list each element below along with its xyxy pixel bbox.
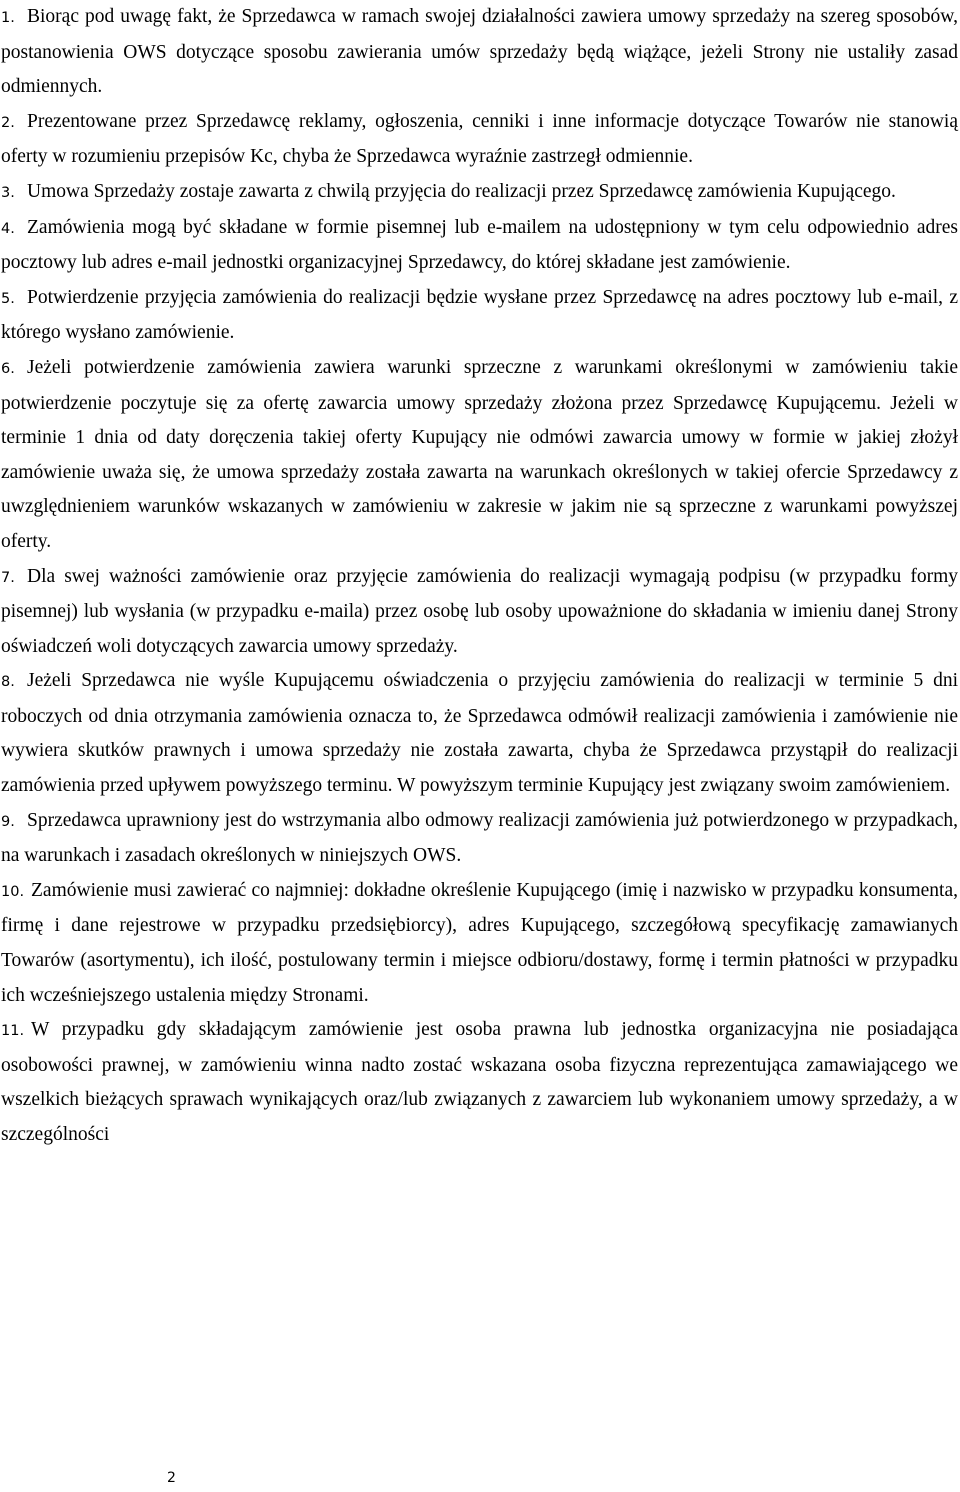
paragraph-text: W przypadku gdy składającym zamówienie jest osoba prawna lub jednostka organizacyjna nie posiadająca osobowości prawnej, w zamówieniu winna nadto zostać wskazana osoba fizyczna reprezentująca zamawiającego we wszelkich bieżących sprawach wynikających oraz/lub związanych z zawarciem lub wykonaniem umowy sprzedaży, a w szczególności (1, 1019, 958, 1145)
paragraph-number: 4. (1, 220, 15, 237)
paragraph-text: Sprzedawca uprawniony jest do wstrzymania albo odmowy realizacji zamówienia już potwierdzonego w przypadkach, na warunkach i zasadach określonych w niniejszych OWS. (1, 809, 958, 867)
paragraph-text: Prezentowane przez Sprzedawcę reklamy, ogłoszenia, cenniki i inne informacje dotyczące Towarów nie stanowią oferty w rozumieniu przepisów Kc, chyba że Sprzedawca wyraźnie zastrzegł odmiennie. (1, 110, 958, 168)
paragraph-number: 10. (1, 883, 25, 900)
paragraph-text: Dla swej ważności zamówienie oraz przyjęcie zamówienia do realizacji wymagają podpisu (w przypadku formy pisemnej) lub wysłania (w przypadku e-maila) przez osobę lub osoby upoważnione do składania w imieniu danej Strony oświadczeń woli dotyczących zawarcia umowy sprzedaży. (1, 565, 958, 657)
paragraph-text: Umowa Sprzedaży zostaje zawarta z chwilą przyjęcia do realizacji przez Sprzedawcę zamówienia Kupującego. (27, 180, 896, 202)
paragraph-11 (1, 1013, 958, 1152)
paragraph-number: 6. (1, 360, 15, 377)
paragraph-text: Jeżeli Sprzedawca nie wyśle Kupującemu oświadczenia o przyjęciu zamówienia do realizacji w terminie 5 dni roboczych od dnia otrzymania zamówienia oznacza to, że Sprzedawca odmówił realizacji zamówienia i zamówienie nie wywiera skutków prawnych i umowa sprzedaży nie została zawarta, chyba że Sprzedawca przystąpił do realizacji zamówienia przed upływem powyższego terminu. W powyższym terminie Kupujący jest związany swoim zamówieniem. (1, 670, 958, 797)
paragraph-text: Zamówienia mogą być składane w formie pisemnej lub e-mailem na udostępniony w tym celu odpowiednio adres pocztowy lub adres e-mail jednostki organizacyjnej Sprzedawcy, do której składane jest zamówienie. (1, 216, 958, 274)
paragraph-4 (1, 211, 958, 281)
paragraph-6 (1, 351, 958, 560)
paragraph-number: 9. (1, 813, 15, 830)
paragraph-3 (1, 175, 958, 211)
paragraph-number: 1. (1, 10, 15, 26)
paragraph-number: 11. (1, 1023, 25, 1040)
paragraph-5 (1, 281, 958, 351)
page-number: 2 (167, 1470, 176, 1486)
paragraph-number: 5. (1, 290, 15, 307)
paragraph-9 (1, 804, 958, 874)
paragraph-text: Zamówienie musi zawierać co najmniej: dokładne określenie Kupującego (imię i nazwisko w przypadku konsumenta, firmę i dane rejestrowe w przypadku przedsiębiorcy), adres Kupującego, szczegółową specyfikację zamawianych Towarów (asortymentu), ich ilość, postulowany termin i miejsce odbioru/dostawy, formę i termin płatności w przypadku ich wcześniejszego ustalenia między Stronami. (1, 879, 958, 1006)
paragraph-text: Biorąc pod uwagę fakt, że Sprzedawca w ramach swojej działalności zawiera umowy sprzedaży na szereg sposobów, postanowienia OWS dotyczące sposobu zawierania umów sprzedaży będą wiążące, jeżeli Strony nie ustaliły zasad odmiennych. (1, 6, 958, 98)
paragraph-10 (1, 874, 958, 1013)
paragraph-text: Jeżeli potwierdzenie zamówienia zawiera warunki sprzeczne z warunkami określonymi w zamówieniu takie potwierdzenie poczytuje się za ofertę zawarcia umowy sprzedaży złożona przez Sprzedawcę Kupującemu. Jeżeli w terminie 1 dnia od daty doręczenia takiej oferty Kupujący nie odmówi zawarcia umowy w formie w jakiej złożył zamówienie uważa się, że umowa sprzedaży została zawarta na warunkach określonych w takiej ofercie Sprzedawcy z uwzględnieniem warunków wskazanych w zamówieniu w zakresie w jakim nie są sprzeczne z warunkami powyższej oferty. (1, 356, 958, 552)
paragraph-2 (1, 105, 958, 175)
paragraph-number: 2. (1, 114, 15, 131)
paragraph-number: 8. (1, 674, 15, 691)
paragraph-7 (1, 560, 958, 665)
paragraph-8 (1, 664, 958, 803)
paragraph-1 (1, 0, 958, 105)
paragraph-number: 3. (1, 184, 15, 201)
paragraph-number: 7. (1, 569, 15, 586)
paragraph-text: Potwierdzenie przyjęcia zamówienia do realizacji będzie wysłane przez Sprzedawcę na adres pocztowy lub e-mail, z którego wysłano zamówienie. (1, 286, 958, 344)
